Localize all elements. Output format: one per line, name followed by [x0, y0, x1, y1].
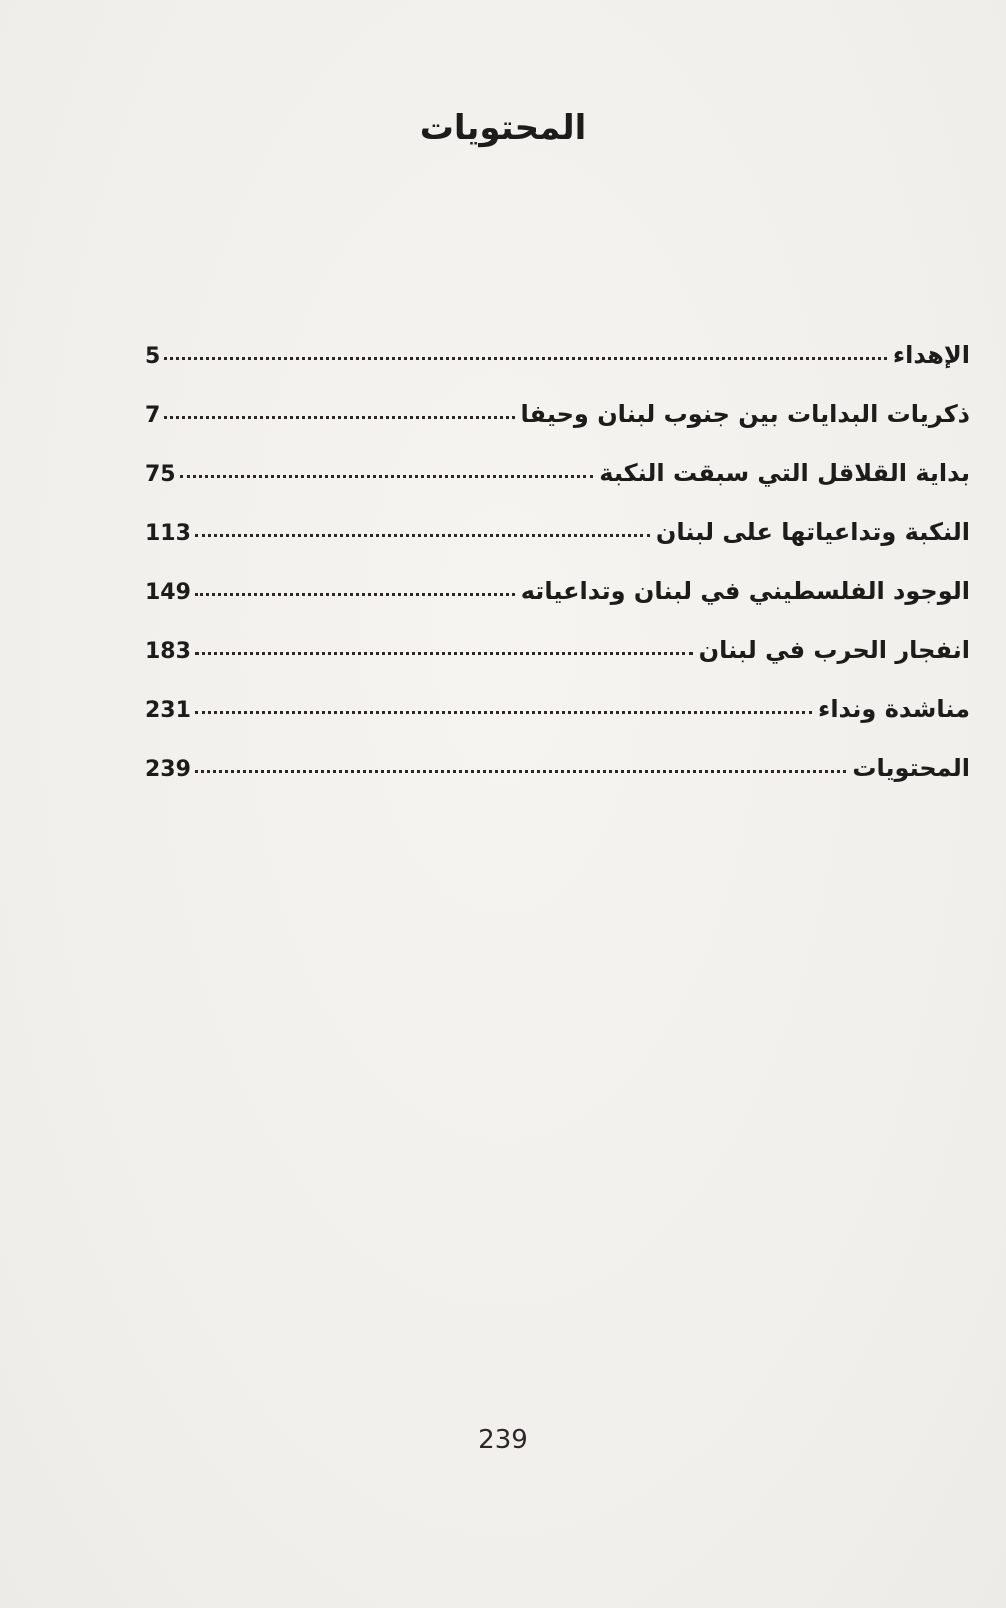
toc-entry-title: انفجار الحرب في لبنان [698, 636, 970, 664]
table-of-contents [145, 310, 970, 782]
toc-leader-dots [195, 652, 693, 655]
toc-leader-dots [164, 357, 887, 360]
toc-entry [145, 605, 970, 664]
toc-entry-page: 231 [145, 698, 191, 723]
toc-entry-page: 183 [145, 639, 191, 664]
toc-entry-title: المحتويات [852, 754, 970, 782]
toc-leader-dots [195, 770, 846, 773]
toc-entry-title: النكبة وتداعياتها على لبنان [655, 518, 970, 546]
toc-entry [145, 546, 970, 605]
toc-leader-dots [195, 534, 650, 537]
toc-leader-dots [195, 593, 515, 596]
toc-entry-page: 7 [145, 403, 161, 428]
toc-entry [145, 310, 970, 369]
page-number: 239 [478, 1425, 528, 1455]
toc-entry-page: 239 [145, 757, 191, 782]
toc-leader-dots [164, 416, 514, 419]
toc-entry [145, 723, 970, 782]
toc-entry-page: 149 [145, 580, 191, 605]
toc-entry [145, 487, 970, 546]
toc-entry-page: 75 [145, 462, 176, 487]
toc-leader-dots [180, 475, 594, 478]
toc-entry [145, 369, 970, 428]
toc-entry-title: الوجود الفلسطيني في لبنان وتداعياته [520, 577, 970, 605]
page-title: المحتويات [419, 108, 587, 148]
toc-entry-title: الإهداء [892, 341, 970, 369]
toc-entry-page: 5 [145, 344, 161, 369]
toc-entry-title: ذكريات البدايات بين جنوب لبنان وحيفا [520, 400, 970, 428]
toc-entry-title: بداية القلاقل التي سبقت النكبة [599, 459, 970, 487]
toc-entry-page: 113 [145, 521, 191, 546]
toc-leader-dots [195, 711, 812, 714]
toc-entry [145, 428, 970, 487]
toc-entry-title: مناشدة ونداء [818, 695, 970, 723]
toc-entry [145, 664, 970, 723]
